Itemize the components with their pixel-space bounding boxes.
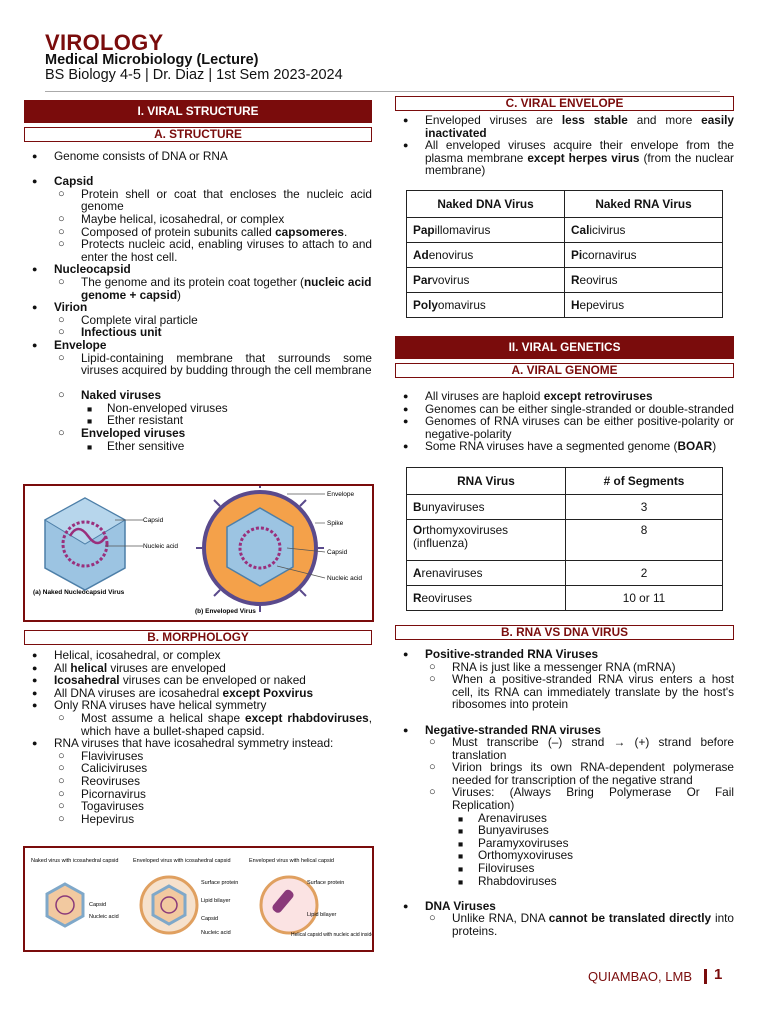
footer-divider — [704, 969, 707, 984]
section-viral-structure-banner: I. VIRAL STRUCTURE — [24, 100, 372, 123]
label-capsid-2: Capsid — [327, 549, 348, 556]
list-item: ● Capsid — [24, 175, 372, 188]
label-nucleic-acid-2: Nucleic acid — [327, 575, 363, 582]
page-number: 1 — [714, 966, 723, 983]
document-title: VIROLOGY — [45, 30, 164, 55]
list-item: ○ Viruses: (Always Bring Polymerase Or Fail Replication) — [395, 786, 734, 811]
list-item: ■ Ether sensitive — [24, 440, 372, 453]
subsection-rna-vs-dna-title: B. RNA VS DNA VIRUS — [395, 625, 734, 640]
list-item: ● All helical viruses are enveloped — [24, 662, 372, 675]
fig2-label-capsid: Capsid — [89, 902, 107, 908]
document-meta: BS Biology 4-5 | Dr. Diaz | 1st Sem 2023-2024 — [45, 67, 343, 83]
list-item: ○ Flaviviruses — [24, 750, 372, 763]
list-item: ● Some RNA viruses have a segmented genome (BOAR) — [395, 440, 734, 453]
fig2-label-surface-3: Surface protein — [307, 880, 345, 886]
subsection-viral-genome-title: A. VIRAL GENOME — [395, 363, 734, 378]
list-item: ■ Rhabdoviruses — [395, 875, 734, 888]
list-item: ○ Protein shell or coat that encloses the nucleic acid genome — [24, 188, 372, 213]
fig2-heading-1: Naked virus with icosahedral capsid — [31, 858, 119, 864]
list-item: ○ Togaviruses — [24, 800, 372, 813]
list-item: ● All enveloped viruses acquire their envelope from the plasma membrane except herpes virus (from the nuclear membrane) — [395, 139, 734, 177]
table-row: Adenovirus Picornavirus — [407, 242, 723, 267]
list-item: ○ The genome and its protein coat together (nucleic acid genome + capsid) — [24, 276, 372, 301]
list-item: ○ Composed of protein subunits called capsomeres. — [24, 226, 372, 239]
label-spike: Spike — [327, 520, 344, 527]
list-item: ● All viruses are haploid except retroviruses — [395, 390, 734, 403]
fig2-heading-2: Enveloped virus with icosahedral capsid — [133, 858, 231, 864]
list-item: ● Icosahedral viruses can be enveloped or naked — [24, 674, 372, 687]
rna-dna-list — [395, 648, 734, 938]
virus-structure-illustration — [25, 486, 372, 620]
caption-naked: (a) Naked Nucleocapsid Virus — [33, 589, 125, 596]
table-row: Orthomyxoviruses (influenza) 8 — [407, 519, 723, 560]
list-item: ○ Must transcribe (–) strand → (+) strand before translation — [395, 736, 734, 761]
list-item: ○ When a positive-stranded RNA virus enters a host cell, its RNA can immediately translate by the host's ribosomes into protein — [395, 673, 734, 711]
label-envelope: Envelope — [327, 491, 355, 498]
right-column — [395, 96, 734, 938]
list-item: ■ Paramyxoviruses — [395, 837, 734, 850]
segmented-genome-table — [406, 467, 723, 611]
figure-virus-types — [23, 846, 374, 952]
fig2-label-surface: Surface protein — [201, 880, 239, 886]
list-item: ● All DNA viruses are icosahedral except Poxvirus — [24, 687, 372, 700]
list-item: ● Positive-stranded RNA Viruses — [395, 648, 734, 661]
section-viral-genetics-banner: II. VIRAL GENETICS — [395, 336, 734, 359]
left-column-top — [24, 100, 372, 452]
caption-enveloped: (b) Enveloped Virus — [195, 608, 256, 615]
list-item: ● Genomes can be either single-stranded or double-stranded — [395, 403, 734, 416]
list-item: ● Only RNA viruses have helical symmetry — [24, 699, 372, 712]
list-item: ■ Arenaviruses — [395, 812, 734, 825]
list-item: ○ Most assume a helical shape except rhabdoviruses, which have a bullet-shaped capsid. — [24, 712, 372, 737]
fig2-label-lipid-3: Lipid bilayer — [307, 912, 337, 918]
naked-virus-table — [406, 190, 723, 318]
figure-virus-structure — [23, 484, 374, 622]
list-item: ■ Filoviruses — [395, 862, 734, 875]
list-item: ● RNA viruses that have icosahedral symmetry instead: — [24, 737, 372, 750]
list-item: ○ Complete viral particle — [24, 314, 372, 327]
label-capsid: Capsid — [143, 517, 164, 524]
list-item: ○ Lipid-containing membrane that surrounds some viruses acquired by budding through the cell membrane — [24, 352, 372, 377]
list-item: ○ Protects nucleic acid, enabling viruses to attach to and enter the host cell. — [24, 238, 372, 263]
list-item: ○ Infectious unit — [24, 326, 372, 339]
list-item: ○ Picornavirus — [24, 788, 372, 801]
list-item: ○ Maybe helical, icosahedral, or complex — [24, 213, 372, 226]
envelope-list — [395, 114, 734, 177]
table-row: Polyomavirus Hepevirus — [407, 292, 723, 317]
list-item: ○ Caliciviruses — [24, 762, 372, 775]
list-item: ○ Naked viruses — [24, 389, 372, 402]
list-item: ■ Bunyaviruses — [395, 824, 734, 837]
virus-types-illustration — [25, 848, 372, 950]
fig2-heading-3: Enveloped virus with helical capsid — [249, 858, 334, 864]
list-item: ■ Ether resistant — [24, 414, 372, 427]
left-column-morphology — [24, 630, 372, 825]
table-header: # of Segments — [566, 467, 723, 494]
list-item: ■ Orthomyxoviruses — [395, 849, 734, 862]
table-header: RNA Virus — [407, 467, 566, 494]
fig2-label-helical: Helical capsid with nucleic acid inside — [291, 932, 372, 938]
list-item: ● Negative-stranded RNA viruses — [395, 724, 734, 737]
list-item: ○ Unlike RNA, DNA cannot be translated directly into proteins. — [395, 912, 734, 937]
list-item: ● Helical, icosahedral, or complex — [24, 649, 372, 662]
list-item: ○ Hepevirus — [24, 813, 372, 826]
list-item: ● Genomes of RNA viruses can be either positive-polarity or negative-polarity — [395, 415, 734, 440]
list-item: ○ Reoviruses — [24, 775, 372, 788]
table-header: Naked RNA Virus — [565, 190, 723, 217]
genome-list — [395, 390, 734, 453]
list-item: ● Virion — [24, 301, 372, 314]
fig2-label-nucleic: Nucleic acid — [89, 914, 119, 920]
label-nucleic-acid: Nucleic acid — [143, 543, 179, 550]
table-row: Papillomavirus Calicivirus — [407, 217, 723, 242]
footer-author: QUIAMBAO, LMB — [587, 969, 692, 984]
list-item: ■ Non-enveloped viruses — [24, 402, 372, 415]
list-item: ● Enveloped viruses are less stable and more easily inactivated — [395, 114, 734, 139]
list-item: ● Nucleocapsid — [24, 263, 372, 276]
header-divider — [45, 91, 720, 92]
document-subtitle: Medical Microbiology (Lecture) — [45, 52, 259, 68]
fig2-label-lipid: Lipid bilayer — [201, 898, 231, 904]
fig2-label-nucleic-2: Nucleic acid — [201, 930, 231, 936]
list-item: ● Envelope — [24, 339, 372, 352]
fig2-label-capsid-2: Capsid — [201, 916, 219, 922]
table-row: Bunyaviruses 3 — [407, 494, 723, 519]
subsection-morphology-title: B. MORPHOLOGY — [24, 630, 372, 645]
structure-list — [24, 150, 372, 452]
table-row: Parvovirus Reovirus — [407, 267, 723, 292]
list-item: ● Genome consists of DNA or RNA — [24, 150, 372, 163]
list-item: ● DNA Viruses — [395, 900, 734, 913]
morphology-list — [24, 649, 372, 825]
list-item: ○ Enveloped viruses — [24, 427, 372, 440]
subsection-structure-title: A. STRUCTURE — [24, 127, 372, 142]
list-item: ○ RNA is just like a messenger RNA (mRNA) — [395, 661, 734, 674]
table-row: Reoviruses 10 or 11 — [407, 585, 723, 610]
subsection-viral-envelope-title: C. VIRAL ENVELOPE — [395, 96, 734, 111]
table-row: Arenaviruses 2 — [407, 560, 723, 585]
list-item: ○ Virion brings its own RNA-dependent polymerase needed for transcription of the negative strand — [395, 761, 734, 786]
table-header: Naked DNA Virus — [407, 190, 565, 217]
